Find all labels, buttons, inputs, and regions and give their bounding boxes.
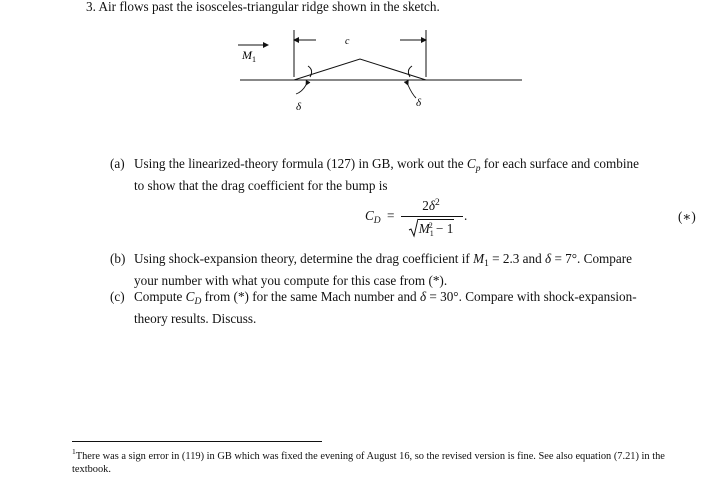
part-c xyxy=(110,289,710,326)
part-b-label: (b) xyxy=(110,251,126,266)
problem-text: Air flows past the isosceles-triangular ridge shown in the sketch. xyxy=(98,0,440,14)
equation-numerator: $2\delta^2$ xyxy=(422,198,440,213)
part-b xyxy=(110,251,710,288)
problem-statement xyxy=(86,0,440,15)
part-c-label: (c) xyxy=(110,289,125,304)
part-b-line-1: Using shock-expansion theory, determine the drag coefficient if $M_1 = 2.3$ and δ = 7°. Compare xyxy=(134,251,632,269)
part-c-line-2: theory results. Discuss. xyxy=(134,310,257,326)
cp-symbol: C xyxy=(466,156,476,171)
part-c-line-1: Compute $C_D$ from (*) for the same Mach number and δ = 30°. Compare with shock-expansion- xyxy=(134,289,637,307)
angle-label-left: δ xyxy=(296,101,302,113)
equation-equals: = xyxy=(387,208,395,223)
angle-leader-left xyxy=(296,85,306,94)
part-a-label: (a) xyxy=(110,156,125,171)
part-a-line-2: to show that the drag coefficient for the bump is xyxy=(134,177,388,193)
ridge-outline xyxy=(294,59,426,80)
mach-label: $M_1$ xyxy=(242,48,256,64)
problem-number: 3. xyxy=(86,0,96,14)
part-a xyxy=(110,156,710,193)
part-b-line-2: your number with what you compute for this case from (*). xyxy=(134,272,448,288)
equation-denominator: $M_1^2 - 1$ xyxy=(398,218,464,238)
equation-period: . xyxy=(464,208,468,223)
ridge-sketch xyxy=(230,22,530,117)
footnote-mark: 1 xyxy=(72,447,76,456)
sqrt-sign xyxy=(408,218,418,238)
footnote-rule xyxy=(72,441,322,442)
part-a-line-1: Using the linearized-theory formula (127) in GB, work out the $C_p$ for each surface and combine xyxy=(134,156,639,174)
fraction-bar xyxy=(401,216,463,217)
footnote xyxy=(72,445,700,477)
angle-label-right: δ xyxy=(416,97,422,109)
footnote-text: There was a sign error in (119) in GB which was fixed the evening of August 16, so the revised version is fine. See also equation (7.21) in the textbook. xyxy=(72,451,665,476)
equation-tag: (∗) xyxy=(678,209,696,224)
chord-label: c xyxy=(345,36,350,47)
angle-leader-right xyxy=(408,85,416,98)
equation-lhs: $C_D$ xyxy=(365,208,381,226)
